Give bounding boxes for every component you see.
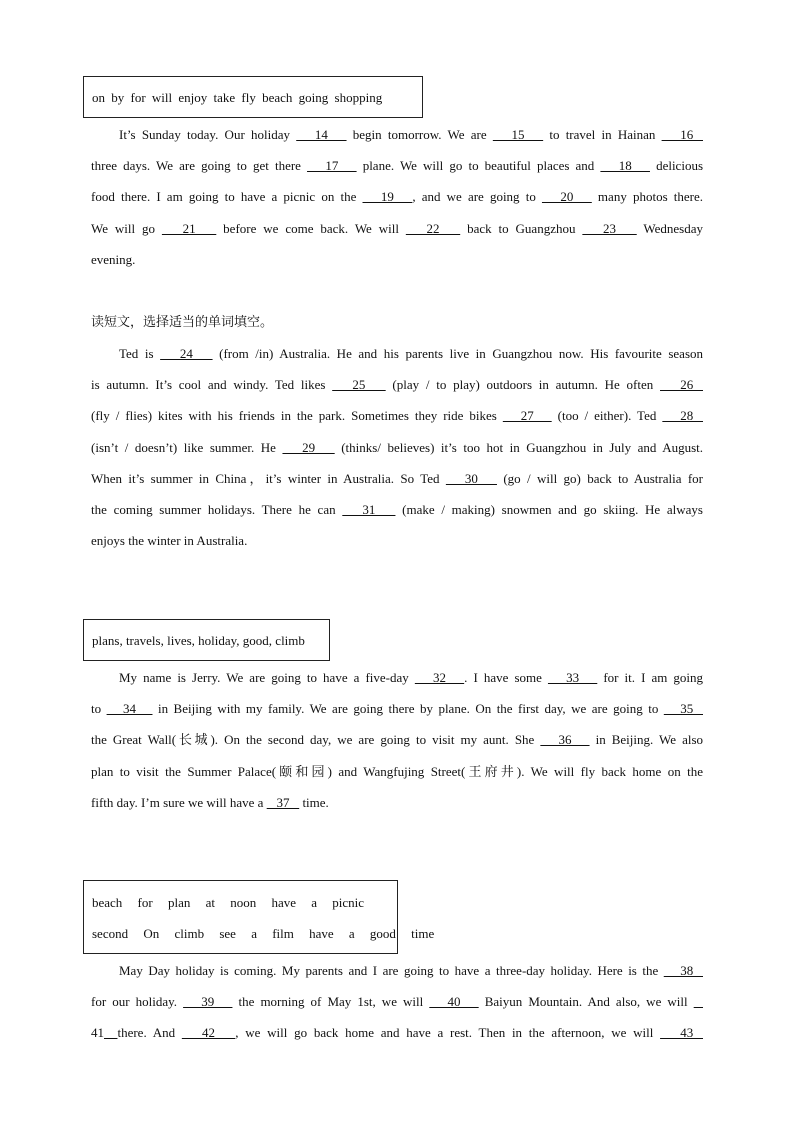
passage-2-line-7: enjoys the winter in Australia. — [91, 533, 248, 549]
answer-blank: 32 — [414, 670, 465, 685]
answer-blank: 35 — [663, 701, 703, 717]
passage-4-line-2: for our holiday. 39 the morning of May 1st, we will 40 Baiyun Mountain. And also, we will — [91, 986, 703, 1017]
word-bank-box-2 — [83, 619, 330, 661]
word-bank-3-row-2: second On climb see a film have a good time — [92, 926, 435, 941]
passage-1 — [91, 119, 703, 275]
passage-3 — [91, 662, 703, 818]
answer-blank — [694, 994, 703, 1009]
passage-1-line-1: It’s Sunday today. Our holiday 14 begin tomorrow. We are 15 to travel in Hainan 16 — [119, 127, 703, 142]
answer-blank: 22 — [405, 220, 461, 236]
passage-3-line-2: to 34 in Beijing with my family. We are going there by plane. On the first day, we are going to 35 — [91, 701, 703, 717]
word-bank-box-1 — [83, 76, 423, 118]
answer-blank — [104, 1025, 117, 1040]
passage-1-line-4: We will go 21 before we come back. We will 22 back to Guangzhou 23 Wednesday — [91, 220, 703, 236]
passage-2-line-6: the coming summer holidays. There he can 31 (make / making) snowmen and go skiing. He always — [91, 501, 703, 517]
passage-3-line-4: plan to visit the Summer Palace(颐和园) and Wangfujing Street(王府井). We will fly back home on the — [91, 763, 703, 779]
answer-blank: 43 — [660, 1025, 703, 1041]
answer-blank: 36 — [540, 732, 590, 748]
passage-2-line-4: (isn’t / doesn’t) like summer. He 29 (thinks/ believes) it’s too hot in Guangzhou in July and August. — [91, 439, 703, 455]
answer-blank: 20 — [541, 189, 592, 205]
answer-blank: 31 — [342, 501, 396, 517]
answer-blank: 39 — [183, 994, 233, 1010]
answer-blank: 38 — [663, 963, 703, 978]
answer-blank: 40 — [429, 994, 479, 1010]
answer-blank: 19 — [362, 189, 413, 205]
answer-blank: 42 — [181, 1025, 236, 1041]
answer-blank: 33 — [547, 670, 598, 685]
passage-2-line-2: is autumn. It’s cool and windy. Ted likes 25 (play / to play) outdoors in autumn. He often 26 — [91, 377, 703, 393]
word-bank-box-3 — [83, 880, 435, 954]
passage-2-line-3: (fly / flies) kites with his friends in the park. Sometimes they ride bikes 27 (too / either). Ted 28 — [91, 408, 703, 424]
answer-blank: 27 — [502, 408, 552, 424]
answer-blank: 16 — [661, 127, 703, 142]
answer-blank: 18 — [600, 158, 650, 174]
passage-1-line-5: evening. — [91, 251, 136, 267]
answer-blank: 15 — [492, 127, 544, 142]
answer-blank: 23 — [582, 220, 637, 236]
word-bank-3-row-1: beach for plan at noon have a picnic — [92, 895, 365, 910]
answer-blank: 37 — [266, 794, 300, 810]
answer-blank: 14 — [296, 127, 347, 142]
passage-4-line-3: 41 there. And 42 , we will go back home and have a rest. Then in the afternoon, we will 43 — [91, 1025, 703, 1041]
passage-2-line-1: Ted is 24 (from /in) Australia. He and his parents live in Guangzhou now. His favourite season — [119, 346, 703, 361]
word-bank-2-text: plans, travels, lives, holiday, good, climb — [92, 633, 305, 648]
passage-4 — [91, 955, 703, 1049]
passage-3-line-1: My name is Jerry. We are going to have a five-day 32 . I have some 33 for it. I am going — [119, 670, 703, 685]
passage-3-line-3: the Great Wall(长城). On the second day, we are going to visit my aunt. She 36 in Beijing. We also — [91, 732, 703, 748]
answer-blank: 17 — [307, 158, 357, 174]
passage-1-line-2: three days. We are going to get there 17 plane. We will go to beautiful places and 18 delicious — [91, 158, 703, 174]
answer-blank: 30 — [445, 470, 497, 486]
passage-2 — [91, 338, 703, 556]
passage-4-line-1: May Day holiday is coming. My parents and I are going to have a three-day holiday. Here is the 38 — [119, 963, 703, 978]
answer-blank: 29 — [282, 439, 335, 455]
answer-blank: 26 — [660, 377, 703, 393]
answer-blank: 24 — [160, 346, 213, 361]
passage-3-line-5: fifth day. I’m sure we will have a 37 time. — [91, 794, 329, 810]
answer-blank: 28 — [662, 408, 703, 424]
answer-blank: 25 — [332, 377, 386, 393]
answer-blank: 34 — [106, 701, 153, 717]
answer-blank: 21 — [161, 220, 217, 236]
passage-1-line-3: food there. I am going to have a picnic on the 19 , and we are going to 20 many photos there. — [91, 189, 703, 205]
section-heading: 读短文，选择适当的单词填空。 — [91, 315, 274, 330]
word-bank-1-text: on by for will enjoy take fly beach going shopping — [92, 90, 383, 105]
passage-2-line-5: When it’s summer in China，it’s winter in Australia. So Ted 30 (go / will go) back to Australia for — [91, 470, 703, 486]
